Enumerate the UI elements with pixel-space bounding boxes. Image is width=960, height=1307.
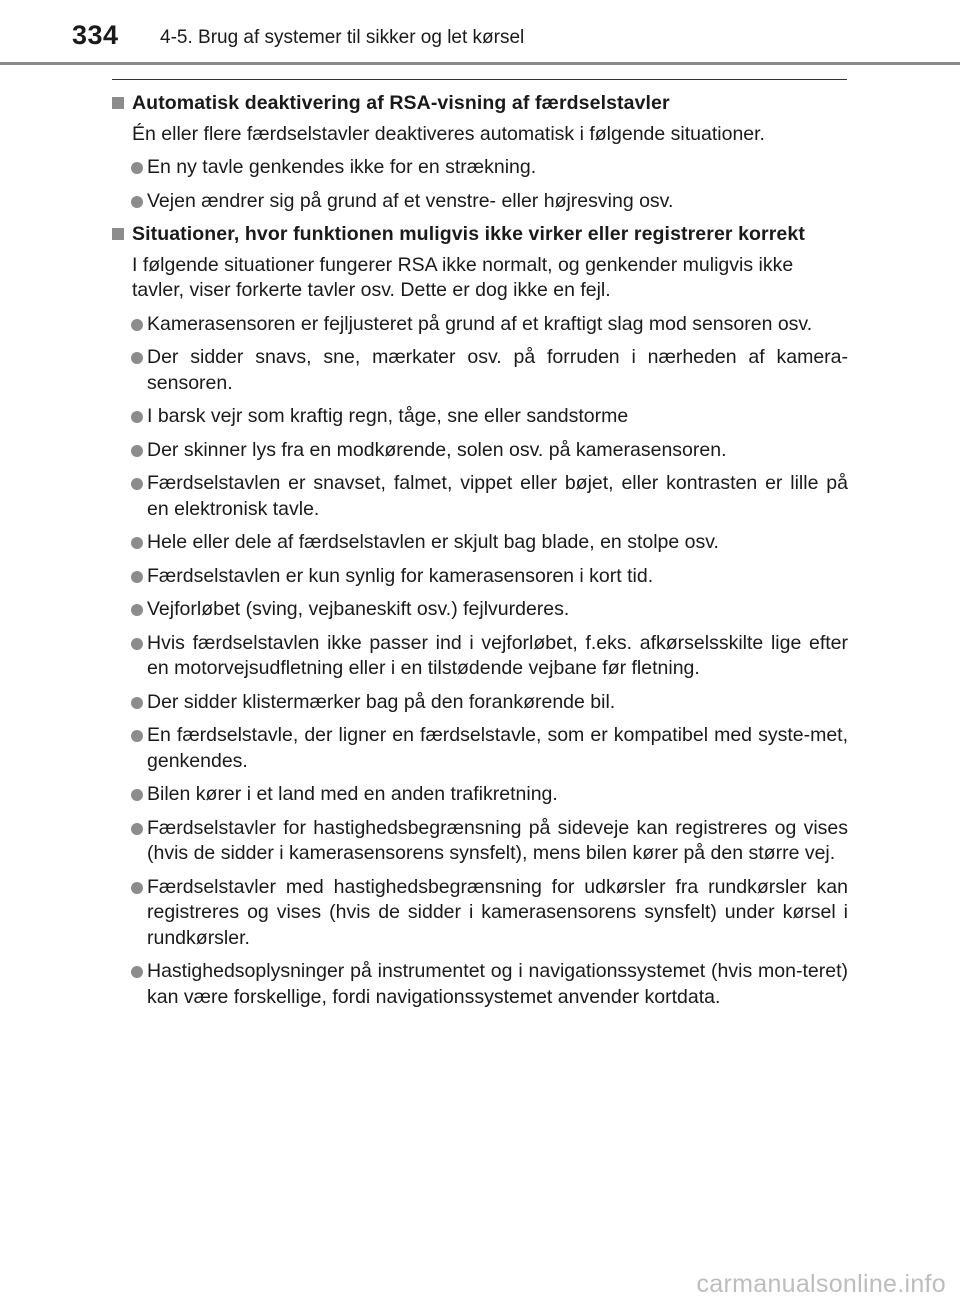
circle-bullet-icon [131, 966, 143, 978]
list-item-text: Hele eller dele af færdselstavlen er skjult bag blade, en stolpe osv. [147, 531, 719, 553]
list-item-text: Vejen ændrer sig på grund af et venstre- eller højresving osv. [147, 189, 674, 212]
list-item-text: I barsk vejr som kraftig regn, tåge, sne eller sandstorme [147, 405, 629, 427]
list-item-text: Hastighedsoplysninger på instrumentet og i navigationssystemet (hvis mon-teret) kan være forskellige, fordi navigationssystemet anvender kortdata. [147, 960, 848, 1008]
section-heading-text: Situationer, hvor funktionen muligvis ikke virker eller registrerer korrekt [132, 223, 805, 245]
section-intro: Én eller flere færdselstavler deaktiveres automatisk i følgende situationer. [132, 122, 765, 145]
circle-bullet-icon [131, 319, 143, 331]
list-item [112, 564, 848, 590]
circle-bullet-icon [131, 697, 143, 709]
running-head: 4-5. Brug af systemer til sikker og let kørsel [160, 27, 525, 48]
list-item [112, 189, 848, 215]
list-item [112, 438, 848, 464]
list-item [112, 404, 848, 430]
list-item [112, 312, 848, 338]
circle-bullet-icon [131, 445, 143, 457]
list-item [112, 959, 848, 1010]
list-item [112, 345, 848, 396]
list-item-text: Færdselstavler med hastighedsbegrænsning for udkørsler fra rundkørsler kan registreres og vises (hvis de sidder i kamerasensorens synsfelt) under kørsel i rundkørsler. [147, 875, 848, 949]
section-heading [112, 91, 848, 117]
header-rule [0, 62, 960, 65]
list-item [112, 631, 848, 682]
section-heading [112, 222, 848, 248]
list-item-text: En ny tavle genkendes ikke for en strækning. [147, 156, 537, 178]
list-item [112, 155, 848, 181]
section-rule [112, 79, 847, 80]
circle-bullet-icon [131, 604, 143, 616]
list-item-text: En færdselstavle, der ligner en færdselstavle, som er kompatibel med syste-met, genkendes. [147, 724, 848, 772]
list-item-text: Vejforløbet (sving, vejbaneskift osv.) fejlvurderes. [147, 598, 570, 620]
circle-bullet-icon [131, 638, 143, 650]
list-item-text: Bilen kører i et land med en anden trafikretning. [147, 783, 558, 805]
square-bullet-icon [112, 97, 124, 109]
page-content [112, 91, 848, 1018]
list-item-text: Der sidder snavs, sne, mærkater osv. på forruden i nærheden af kamera-sensoren. [147, 346, 848, 394]
list-item-text: Der skinner lys fra en modkørende, solen osv. på kamerasensoren. [147, 438, 727, 461]
list-item [112, 723, 848, 774]
list-item [112, 471, 848, 522]
watermark: carmanualsonline.info [696, 1270, 946, 1298]
list-item-text: Hvis færdselstavlen ikke passer ind i vejforløbet, f.eks. afkørselsskilte lige efter en motorvejsudfletning eller i en tilstødende vejbane før fletning. [147, 631, 848, 679]
list-item [112, 597, 848, 623]
circle-bullet-icon [131, 537, 143, 549]
list-item-text: Færdselstavler for hastighedsbegrænsning på sideveje kan registreres og vises (hvis de sidder i kamerasensorens synsfelt), mens bilen kører på den større vej. [147, 816, 848, 864]
circle-bullet-icon [131, 571, 143, 583]
circle-bullet-icon [131, 789, 143, 801]
circle-bullet-icon [131, 196, 143, 208]
circle-bullet-icon [131, 730, 143, 742]
circle-bullet-icon [131, 882, 143, 894]
section-intro: I følgende situationer fungerer RSA ikke normalt, og genkender muligvis ikke tavler, viser forkerte tavler osv. Dette er dog ikke en fejl. [132, 253, 794, 301]
list-item [112, 530, 848, 556]
section-heading-text: Automatisk deaktivering af RSA-visning af færdselstavler [132, 92, 670, 114]
list-item [112, 690, 848, 716]
page-number: 334 [72, 20, 119, 50]
list-item [112, 816, 848, 867]
circle-bullet-icon [131, 411, 143, 423]
list-item-text: Færdselstavlen er kun synlig for kamerasensoren i kort tid. [147, 564, 654, 587]
list-item [112, 782, 848, 808]
circle-bullet-icon [131, 478, 143, 490]
list-item-text: Færdselstavlen er snavset, falmet, vippet eller bøjet, eller kontrasten er lille på en elektronisk tavle. [147, 472, 848, 520]
list-item-text: Der sidder klistermærker bag på den forankørende bil. [147, 690, 616, 713]
list-item [112, 875, 848, 952]
circle-bullet-icon [131, 352, 143, 364]
square-bullet-icon [112, 228, 124, 240]
circle-bullet-icon [131, 823, 143, 835]
circle-bullet-icon [131, 162, 143, 174]
list-item-text: Kamerasensoren er fejljusteret på grund af et kraftigt slag mod sensoren osv. [147, 312, 813, 335]
